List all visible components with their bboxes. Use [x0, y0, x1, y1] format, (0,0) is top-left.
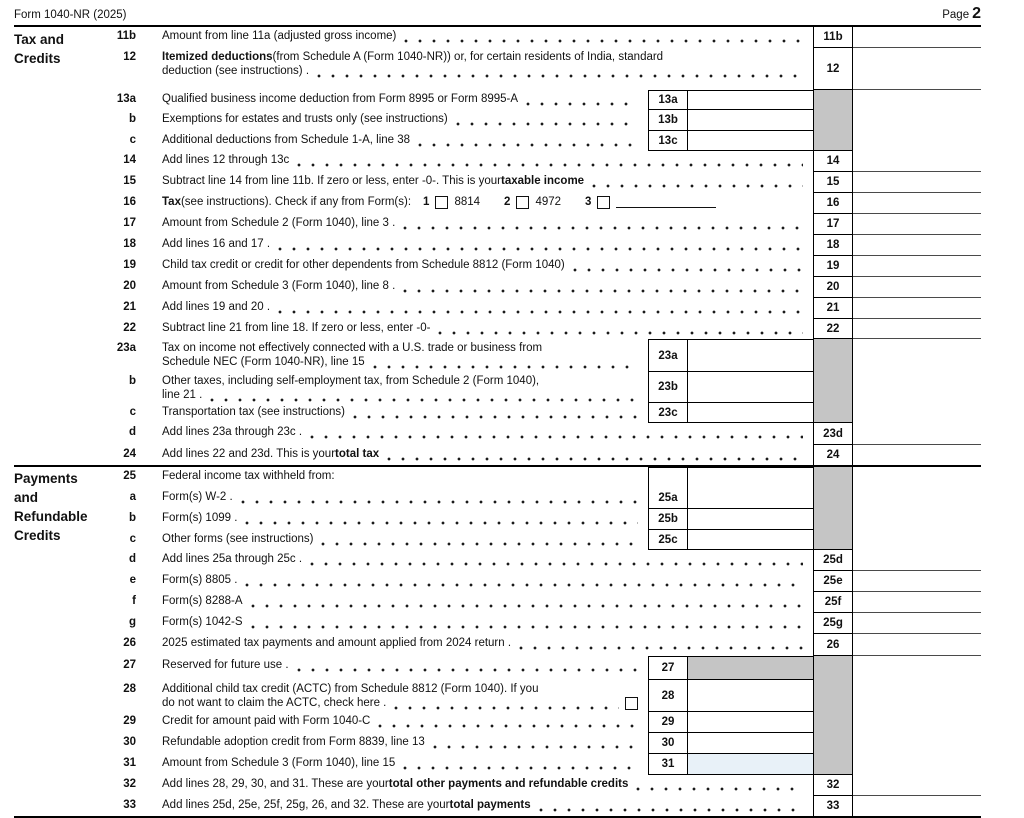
row-23c: [14, 403, 981, 423]
line-14-box-label: 14: [813, 151, 853, 172]
line-23c-right-area: [853, 403, 981, 423]
line-25c-box-label: 25c: [648, 530, 687, 550]
line-13b-description: [136, 110, 648, 131]
line-13c-box-label: 13c: [648, 131, 687, 151]
page-indicator: [942, 7, 981, 21]
line-23c-number: c: [129, 406, 136, 418]
dot-leader: [636, 780, 803, 792]
line-28-right-area: [853, 680, 981, 712]
dot-leader: [251, 597, 803, 609]
dot-leader: [353, 408, 638, 420]
line-23d-number: d: [128, 426, 136, 438]
row-25b: [14, 509, 981, 530]
line-text: Add lines 16 and 17 .: [162, 238, 809, 252]
line-21-amount[interactable]: [853, 298, 981, 319]
line-text: Add lines 22 and 23d. This is your total tax: [162, 448, 809, 462]
line-20-number: 20: [123, 280, 136, 292]
line-text: Add lines 25a through 25c .: [162, 553, 809, 567]
line-23d-amount[interactable]: [853, 423, 981, 445]
line-33-description: [136, 796, 813, 816]
line-25b-number: b: [128, 512, 136, 524]
line-24-amount[interactable]: [853, 445, 981, 465]
line-25d-description: [136, 550, 813, 571]
line-32-description: [136, 775, 813, 796]
dot-leader: [310, 428, 803, 440]
page-number: 2: [972, 5, 981, 22]
shaded-cell: [813, 110, 853, 131]
form-rows: [14, 25, 981, 818]
shaded-cell: [813, 656, 853, 680]
line-text: Additional deductions from Schedule 1-A, line 38: [162, 134, 644, 148]
line-23a-right-area: [853, 339, 981, 372]
row-14: [14, 151, 981, 172]
line-31-right-area: [853, 754, 981, 775]
line-27-amount: [687, 656, 813, 680]
line-25-right-area: [853, 467, 981, 488]
line-32-amount[interactable]: [853, 775, 981, 796]
row-25e: [14, 571, 981, 592]
dot-leader: [210, 391, 638, 403]
row-25d: [14, 550, 981, 571]
line-15-box-label: 15: [813, 172, 853, 193]
line-13a-box-label: 13a: [648, 90, 687, 110]
line-25e-description: [136, 571, 813, 592]
dot-leader: [418, 136, 638, 148]
form-other-checkbox[interactable]: [597, 196, 610, 209]
line-23c-description: [136, 403, 648, 423]
row-25a: [14, 488, 981, 509]
line-19-box-label: 19: [813, 256, 853, 277]
line-25-description: [136, 467, 648, 488]
row-30: [14, 733, 981, 754]
dot-leader: [456, 115, 638, 127]
row-29: [14, 712, 981, 733]
line-13a-amount[interactable]: [687, 90, 813, 110]
line-text: Tax on income not effectively connected with a U.S. trade or business from: [162, 342, 543, 354]
line-text: Additional child tax credit (ACTC) from Schedule 8812 (Form 1040). If you: [162, 683, 539, 695]
row-16: [14, 193, 981, 214]
line-25g-box-label: 25g: [813, 613, 853, 634]
dot-leader: [310, 555, 803, 567]
line-25f-number: f: [132, 595, 136, 607]
line-22-amount[interactable]: [853, 319, 981, 339]
line-19-description: [136, 256, 813, 277]
dot-leader: [526, 95, 638, 107]
line-25g-number: g: [128, 616, 136, 628]
dot-leader: [519, 639, 803, 651]
line-17-number: 17: [123, 217, 136, 229]
line-13b-right-area: [853, 110, 981, 131]
line-text: Add lines 25d, 25e, 25f, 25g, 26, and 32. These are your total payments: [162, 799, 809, 813]
line-25a-number: a: [129, 491, 136, 503]
row-13b: [14, 110, 981, 131]
line-18-number: 18: [123, 238, 136, 250]
line-13c-amount[interactable]: [687, 131, 813, 151]
line-text: Credit for amount paid with Form 1040-C: [162, 715, 644, 729]
line-13b-number: b: [128, 113, 136, 125]
line-21-description: [136, 298, 813, 319]
line-text: Amount from line 11a (adjusted gross income): [162, 30, 809, 44]
line-22-description: [136, 319, 813, 339]
line-25a-description: [136, 488, 648, 509]
line-22-number: 22: [123, 322, 136, 334]
line-19-number: 19: [123, 259, 136, 271]
line-25d-box-label: 25d: [813, 550, 853, 571]
line-text: Transportation tax (see instructions): [162, 406, 644, 420]
section-label-tax-and-credits: Tax and Credits: [14, 32, 65, 66]
line-16-number: 16: [123, 196, 136, 208]
line-19-amount[interactable]: [853, 256, 981, 277]
line-12-box-label: 12: [813, 48, 853, 90]
line-27-right-area: [853, 656, 981, 680]
line-23a-box-label: 23a: [648, 339, 687, 372]
line-26-number: 26: [123, 637, 136, 649]
line-text: Other forms (see instructions): [162, 533, 644, 547]
line-33-box-label: 33: [813, 796, 853, 816]
line-23b-amount[interactable]: [687, 372, 813, 403]
line-26-box-label: 26: [813, 634, 853, 656]
line-text: Form(s) 8805 .: [162, 574, 809, 588]
line-28-description: [136, 680, 648, 712]
line-33-amount[interactable]: [853, 796, 981, 816]
line-15-number: 15: [123, 175, 136, 187]
dot-leader: [403, 282, 803, 294]
row-13c: [14, 131, 981, 151]
line-text: Reserved for future use .: [162, 659, 644, 673]
line-text: Form(s) 8288-A: [162, 595, 809, 609]
shaded-cell: [813, 467, 853, 488]
line-28-box-label: 28: [648, 680, 687, 712]
shaded-cell: [813, 339, 853, 372]
line-25-amount[interactable]: [687, 467, 813, 488]
line-25-box-label: [648, 467, 687, 488]
line-12-amount[interactable]: [853, 48, 981, 90]
line-25c-right-area: [853, 530, 981, 550]
line-13a-number: 13a: [116, 93, 136, 105]
dot-leader: [245, 514, 638, 526]
line-text: Form(s) 1099 .: [162, 512, 644, 526]
line-18-amount[interactable]: [853, 235, 981, 256]
line-25e-amount[interactable]: [853, 571, 981, 592]
dot-leader: [592, 177, 803, 189]
line-16-amount[interactable]: [853, 193, 981, 214]
line-25b-amount[interactable]: [687, 509, 813, 530]
shaded-cell: [813, 372, 853, 403]
line-26-amount[interactable]: [853, 634, 981, 656]
line-13a-description: [136, 90, 648, 110]
row-20: [14, 277, 981, 298]
row-25c: [14, 530, 981, 550]
line-27-description: [136, 656, 648, 680]
dot-leader: [438, 324, 803, 336]
line-14-number: 14: [123, 154, 136, 166]
line-25g-amount[interactable]: [853, 613, 981, 634]
shaded-cell: [813, 90, 853, 110]
actc-optout-checkbox[interactable]: [625, 697, 638, 710]
line-28-number: 28: [123, 683, 136, 695]
row-17: [14, 214, 981, 235]
line-24-box-label: 24: [813, 445, 853, 465]
line-17-amount[interactable]: [853, 214, 981, 235]
line-30-right-area: [853, 733, 981, 754]
line-text: line 21 .: [162, 389, 644, 403]
line-23c-amount[interactable]: [687, 403, 813, 423]
line-25a-right-area: [853, 488, 981, 509]
line-17-description: [136, 214, 813, 235]
line-text: Itemized deductions (from Schedule A (Form 1040-NR)) or, for certain residents of India, standard: [162, 51, 664, 63]
shaded-cell: [813, 509, 853, 530]
line-20-box-label: 20: [813, 277, 853, 298]
row-23a: [14, 339, 981, 372]
dot-leader: [321, 535, 638, 547]
line-text: Tax (see instructions). Check if any from Form(s): 1 8814 2 4972 3: [162, 196, 809, 210]
line-22-box-label: 22: [813, 319, 853, 339]
dot-leader: [245, 576, 803, 588]
line-13c-description: [136, 131, 648, 151]
line-29-description: [136, 712, 648, 733]
line-25f-box-label: 25f: [813, 592, 853, 613]
line-11b-box-label: 11b: [813, 27, 853, 48]
row-13a: [14, 90, 981, 110]
line-text: Amount from Schedule 3 (Form 1040), line 8 .: [162, 280, 809, 294]
dot-leader: [378, 717, 638, 729]
row-11b: [14, 27, 981, 48]
line-25d-amount[interactable]: [853, 550, 981, 571]
line-25c-amount[interactable]: [687, 530, 813, 550]
line-23a-number: 23a: [116, 342, 136, 354]
line-15-amount[interactable]: [853, 172, 981, 193]
line-text: Schedule NEC (Form 1040-NR), line 15: [162, 356, 644, 370]
row-25f: [14, 592, 981, 613]
section-label-payments-and-refundable-credits: Payments and Refundable Credits: [14, 471, 88, 543]
line-18-description: [136, 235, 813, 256]
line-21-box-label: 21: [813, 298, 853, 319]
line-text: Form(s) W-2 .: [162, 491, 644, 505]
line-13b-box-label: 13b: [648, 110, 687, 131]
line-30-amount[interactable]: [687, 733, 813, 754]
line-14-amount[interactable]: [853, 151, 981, 172]
line-20-description: [136, 277, 813, 298]
row-24: [14, 445, 981, 467]
dot-leader: [387, 450, 803, 462]
line-25a-box-label: 25a: [648, 488, 687, 509]
dot-leader: [278, 303, 803, 315]
row-27: [14, 656, 981, 680]
row-19: [14, 256, 981, 277]
dot-leader: [373, 358, 638, 370]
line-11b-number: 11b: [116, 30, 136, 42]
line-25c-number: c: [129, 533, 136, 545]
dot-leader: [278, 240, 803, 252]
row-15: [14, 172, 981, 193]
line-25f-description: [136, 592, 813, 613]
line-23b-number: b: [128, 375, 136, 387]
line-25f-amount[interactable]: [853, 592, 981, 613]
dot-leader: [433, 738, 638, 750]
line-24-description: [136, 445, 813, 465]
line-29-amount[interactable]: [687, 712, 813, 733]
line-text: Other taxes, including self-employment tax, from Schedule 2 (Form 1040),: [162, 375, 540, 387]
shaded-cell: [813, 403, 853, 423]
line-29-right-area: [853, 712, 981, 733]
line-25c-description: [136, 530, 648, 550]
line-12-description: [136, 48, 813, 90]
line-13c-number: c: [129, 134, 136, 146]
row-33: [14, 796, 981, 818]
line-25g-description: [136, 613, 813, 634]
line-text: Qualified business income deduction from Form 8995 or Form 8995-A: [162, 93, 644, 107]
row-22: [14, 319, 981, 339]
line-23a-amount[interactable]: [687, 339, 813, 372]
line-31-description: [136, 754, 648, 775]
line-16-box-label: 16: [813, 193, 853, 214]
dot-leader: [403, 219, 803, 231]
line-23b-description: [136, 372, 648, 403]
line-25e-number: e: [129, 574, 136, 586]
line-text: Amount from Schedule 2 (Form 1040), line 3 .: [162, 217, 809, 231]
line-text: Refundable adoption credit from Form 8839, line 13: [162, 736, 644, 750]
shaded-cell: [813, 530, 853, 550]
line-31-box-label: 31: [648, 754, 687, 775]
dot-leader: [297, 661, 638, 673]
line-29-box-label: 29: [648, 712, 687, 733]
line-11b-description: [136, 27, 813, 48]
line-text: Add lines 12 through 13c: [162, 154, 809, 168]
shaded-cell: [813, 712, 853, 733]
line-32-number: 32: [123, 778, 136, 790]
line-25b-description: [136, 509, 648, 530]
line-31-amount[interactable]: [687, 754, 813, 775]
dot-leader: [297, 156, 803, 168]
line-30-number: 30: [123, 736, 136, 748]
line-text: Child tax credit or credit for other dependents from Schedule 8812 (Form 1040): [162, 259, 809, 273]
dot-leader: [573, 261, 803, 273]
line-16-description: [136, 193, 813, 214]
row-23d: [14, 423, 981, 445]
line-text: deduction (see instructions) .: [162, 65, 809, 79]
line-text: 2025 estimated tax payments and amount applied from 2024 return .: [162, 637, 809, 651]
line-23c-box-label: 23c: [648, 403, 687, 423]
shaded-cell: [813, 131, 853, 151]
line-25d-number: d: [128, 553, 136, 565]
line-23d-description: [136, 423, 813, 445]
form-id: Form 1040-NR (2025): [14, 9, 127, 21]
dot-leader: [394, 699, 619, 711]
line-20-amount[interactable]: [853, 277, 981, 298]
row-21: [14, 298, 981, 319]
line-30-description: [136, 733, 648, 754]
line-18-box-label: 18: [813, 235, 853, 256]
line-25a-amount[interactable]: [687, 488, 813, 509]
dot-leader: [317, 67, 803, 79]
line-25b-right-area: [853, 509, 981, 530]
line-23d-box-label: 23d: [813, 423, 853, 445]
row-26: [14, 634, 981, 656]
line-text: Form(s) 1042-S: [162, 616, 809, 630]
line-23b-right-area: [853, 372, 981, 403]
line-25b-box-label: 25b: [648, 509, 687, 530]
line-text: Subtract line 21 from line 18. If zero or less, enter -0-: [162, 322, 809, 336]
line-text: Exemptions for estates and trusts only (see instructions): [162, 113, 644, 127]
form-4972-checkbox[interactable]: [516, 196, 529, 209]
write-in-line[interactable]: [616, 199, 716, 208]
line-14-description: [136, 151, 813, 172]
line-text: Add lines 28, 29, 30, and 31. These are your total other payments and refundable credits: [162, 778, 809, 792]
line-15-description: [136, 172, 813, 193]
line-13b-amount[interactable]: [687, 110, 813, 131]
line-32-box-label: 32: [813, 775, 853, 796]
row-18: [14, 235, 981, 256]
row-23b: [14, 372, 981, 403]
line-26-description: [136, 634, 813, 656]
line-24-number: 24: [123, 448, 136, 460]
page-header: [14, 0, 981, 25]
line-text: Add lines 19 and 20 .: [162, 301, 809, 315]
line-11b-amount[interactable]: [853, 27, 981, 48]
shaded-cell: [813, 733, 853, 754]
row-28: [14, 680, 981, 712]
row-12: [14, 48, 981, 90]
row-25g: [14, 613, 981, 634]
row-32: [14, 775, 981, 796]
page-label: Page: [942, 9, 970, 21]
line-13a-right-area: [853, 90, 981, 110]
dot-leader: [539, 801, 803, 813]
line-33-number: 33: [123, 799, 136, 811]
line-12-number: 12: [123, 51, 136, 63]
line-17-box-label: 17: [813, 214, 853, 235]
line-text: Add lines 23a through 23c .: [162, 426, 809, 440]
shaded-cell: [813, 488, 853, 509]
line-text: Federal income tax withheld from:: [162, 470, 335, 482]
shaded-cell: [813, 680, 853, 712]
dot-leader: [251, 618, 803, 630]
dot-leader: [403, 759, 638, 771]
line-31-number: 31: [123, 757, 136, 769]
line-29-number: 29: [123, 715, 136, 727]
line-text: Subtract line 14 from line 11b. If zero or less, enter -0-. This is your taxable income: [162, 175, 809, 189]
dot-leader: [404, 32, 803, 44]
row-25: [14, 467, 981, 488]
line-text: Amount from Schedule 3 (Form 1040), line 15: [162, 757, 644, 771]
line-28-amount[interactable]: [687, 680, 813, 712]
line-text: do not want to claim the ACTC, check here .: [162, 697, 644, 711]
line-30-box-label: 30: [648, 733, 687, 754]
line-23a-description: [136, 339, 648, 372]
line-23b-box-label: 23b: [648, 372, 687, 403]
line-25-number: 25: [123, 470, 136, 482]
row-31: [14, 754, 981, 775]
line-25e-box-label: 25e: [813, 571, 853, 592]
line-13c-right-area: [853, 131, 981, 151]
dot-leader: [241, 493, 638, 505]
line-21-number: 21: [123, 301, 136, 313]
form-8814-checkbox[interactable]: [435, 196, 448, 209]
shaded-cell: [813, 754, 853, 775]
line-27-number: 27: [123, 659, 136, 671]
line-27-box-label: 27: [648, 656, 687, 680]
